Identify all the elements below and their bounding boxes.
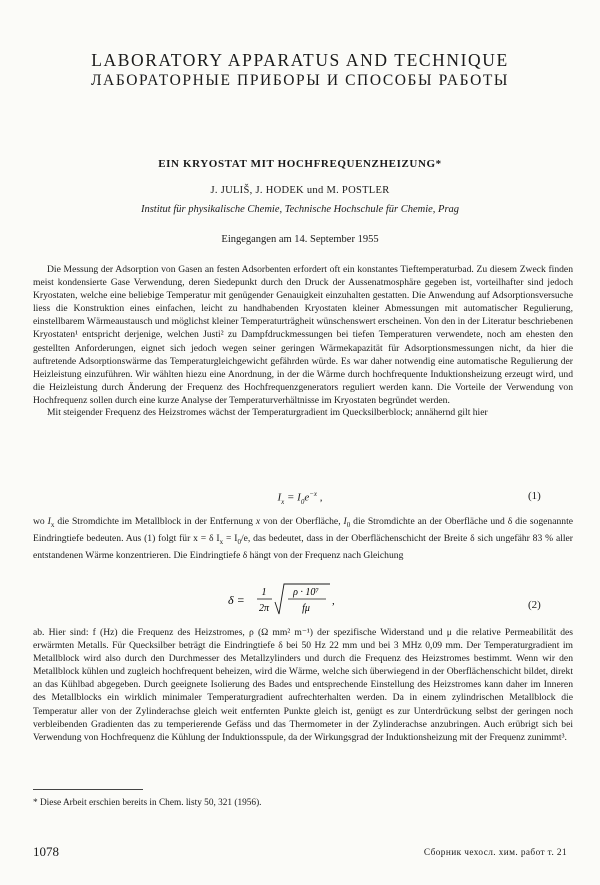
page-number: 1078	[33, 844, 59, 859]
section-heading-english: LABORATORY APPARATUS AND TECHNIQUE	[91, 50, 509, 70]
section-heading-russian: ЛАБОРАТОРНЫЕ ПРИБОРЫ И СПОСОБЫ РАБОТЫ	[90, 72, 510, 89]
equation-2-coef-denominator: 2π	[258, 603, 270, 614]
article-institution: Institut für physikalische Chemie, Technische Hochschule für Chemie, Prag	[140, 204, 460, 215]
equation-2-number: (2)	[528, 599, 541, 611]
paragraph-introduction: Die Messung der Adsorption von Gasen an festen Adsorbenten erfordert oft ein konstantes Tieftemperaturbad. Zu diesem Zweck finden meist kondensierte Gase Verwendung, deren Siedepunkt durch den Druck der Aussenatmosphäre gegeben ist, vorteilhafter sind jedoch Kryostaten, welche eine beliebige Temperatur mit genügender Genauigkeit einzuhalten gestatten. Die Anwendung auf Adsorptionsversuche liess die Konstruktion eines einfachen, leicht zu handhabenden Kryostaten kleiner Abmessungen mit automatischer Regulierung, einstellbarem Wärmeaustausch und möglichst kleiner Temperaturträgheit wünschenswert erscheinen. Von den in der Literatur beschriebenen Kryostaten¹ entspricht derjenige, welchen Justi² zu Dampfdruckmessungen bei tiefen Temperaturen verwendete, noch am ehesten den gestellten Anforderungen, eignet sich jedoch wegen seiner geringen Wärmekapazität für Adsorptionsmessungen nicht, da hier die auftretende Adsorptionswärme das Temperaturgleichgewicht gefährden würde. Es war daher notwendig eine automatische Regulierung der Heizleistung einzuführen. Wir wählten hiezu eine Anordnung, in der die Wärme durch hochfrequente Induktionsheizung erzeugt wird, und die Heizleistung durch Änderung der Frequenz des Hochfrequenzgenerators reguliert werden kann. Die Vorteile der Verwendung von Hochfrequenz sollen durch eine kurze Analyse der Temperaturverhältnisse im Kryostaten begründet werden.	[33, 264, 573, 406]
equation-2-lhs: δ =	[228, 593, 245, 607]
paragraph-current-density: wo $I_x$ die Stromdichte im Metallblock in der Entfernung x von der Oberfläche, $I_0$ die Stromdichte an der Oberfläche und δ die sogenannte Eindringtiefe bedeuten. Aus (1) folgt für x = δ $I_x = I_0/e$, das bedeutet, dass in der Oberflächenschicht der Breite δ sich ungefähr 83 % aller entstandenen Wärme konzentrieren. Die Eindringtiefe δ hängt von der Frequenz nach Gleichung	[33, 516, 574, 561]
paragraph-penetration-depth: ab. Hier sind: f (Hz) die Frequenz des Heizstromes, ρ (Ω mm² m⁻¹) der spezifische Widerstand und μ die relative Permeabilität des erwärmten Metalls. Für Quecksilber beträgt die Eindringtiefe δ bei 50 Hz 22 mm und bei 3 MHz 0,09 mm. Der Temperaturgradient im Metallblock wird also durch den Durchmesser des Metallzylinders und durch die Frequenz des Heizstromes bestimmt. Wenn wir den Metallblock kühlen und zugleich hochfrequent beheizen, wird die Wärme, welche sich überwiegend in der Oberflächenschicht bildet, direkt an das Kühlbad abgegeben. Durch geeignete Isolierung des Bades und entsprechende Einstellung des Heizstromes kann daher im Inneren des Metallblocks ein wirklich minimaler Temperaturgradient aufrechterhalten werden. Da in einem zylindrischen Metallblock die Temperatur aller von der Zylinderachse gleich weit entfernten Punkte gleich ist, genügt es zur Unterdrückung selbst der geringen noch verbleibenden Gradienten das zu temperierende Gefäss und das Thermometer in der Zylinderachse anzubringen. Auch erübrigt sich bei Verwendung von Hochfrequenz die Kühlung der Induktionsspule, da der Wirkungsgrad der Induktionsheizung mit der Frequenz zunimmt³.	[33, 627, 573, 743]
equation-2-graphic	[0, 580, 600, 624]
footnote-separator	[33, 789, 143, 790]
article-authors: J. JULIŠ, J. HODEK und M. POSTLER	[210, 185, 390, 196]
equation-2-coef-numerator: 1	[261, 587, 267, 598]
equation-1-expression: $I_x = I_0e^{-x}$ ,	[277, 490, 323, 506]
equation-2	[0, 586, 600, 626]
article-received-date: Eingegangen am 14. September 1955	[221, 234, 379, 245]
equation-2-radicand-denominator: fμ	[302, 603, 310, 614]
journal-running-footer: Сборник чехосл. хим. работ т. 21	[423, 848, 567, 858]
equation-2-comma: ,	[332, 595, 335, 607]
equation-2-radicand-numerator: ρ · 10⁷	[293, 587, 319, 598]
paragraph-frequency: Mit steigender Frequenz des Heizstromes wächst der Temperaturgradient im Quecksilberblock; annähernd gilt hier	[47, 407, 488, 418]
article-title: EIN KRYOSTAT MIT HOCHFREQUENZHEIZUNG*	[158, 158, 442, 170]
equation-1-number: (1)	[528, 490, 541, 502]
footnote: * Diese Arbeit erschien bereits in Chem. listy 50, 321 (1956).	[33, 798, 262, 808]
